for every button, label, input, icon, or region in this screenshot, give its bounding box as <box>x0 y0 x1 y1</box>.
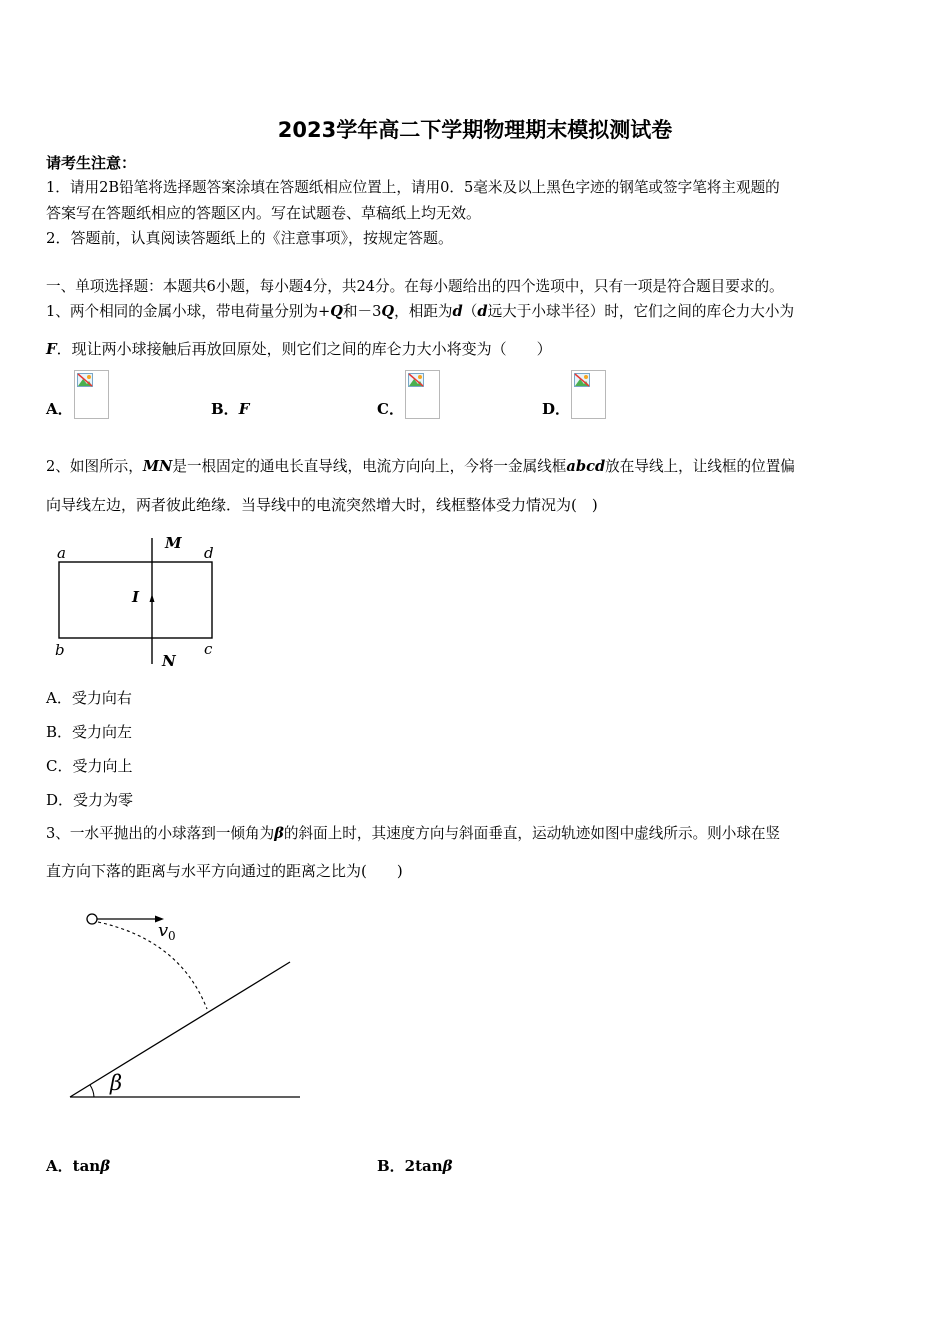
broken-image-icon <box>77 373 93 387</box>
q1-text-f: 远大于小球半径）时，它们之间的库仑力大小为 <box>487 303 795 320</box>
q1-option-c-image <box>405 370 440 419</box>
q2-option-a: A．受力向右 <box>46 689 132 707</box>
q1-var-d: d <box>452 303 463 320</box>
q1-option-b <box>211 398 249 419</box>
q2-option-c: C．受力向上 <box>46 757 133 775</box>
q3-option-a-text: A．tan <box>46 1157 101 1175</box>
incline-line <box>70 962 290 1097</box>
q1-line2 <box>46 339 552 359</box>
label-v: v <box>158 920 169 941</box>
q1-line1 <box>46 302 794 322</box>
page-title: 2023学年高二下学期物理期末模拟测试卷 <box>277 118 673 142</box>
q1-text-e: （ <box>462 303 478 320</box>
q3-option-b <box>377 1155 453 1176</box>
broken-image-icon <box>408 373 424 387</box>
label-a: a <box>57 544 66 562</box>
trajectory-dashed <box>98 922 207 1009</box>
ball <box>87 914 97 924</box>
label-n: N <box>162 652 176 670</box>
q2-line1 <box>46 457 795 477</box>
q2-text-c: 放在导线上，让线框的位置偏 <box>605 458 795 475</box>
current-arrow-icon <box>150 594 155 602</box>
q2-text-b: 是一根固定的通电长直导线，电流方向向上，今将一金属线框 <box>172 458 567 475</box>
label-v-sub: 0 <box>168 929 176 943</box>
q3-line2: 直方向下落的距离与水平方向通过的距离之比为( ) <box>46 862 403 880</box>
q3-option-b-text: B．2tan <box>377 1157 443 1175</box>
angle-arc <box>90 1085 94 1097</box>
q1-text-b: 和－3 <box>342 303 382 320</box>
q3-line1 <box>46 824 780 844</box>
q2-figure-wire-frame <box>50 530 230 670</box>
q1-option-a-label: A． <box>46 400 73 418</box>
label-b: b <box>55 641 65 659</box>
q1-option-c-label: C． <box>377 400 404 418</box>
q1-option-a-image <box>74 370 109 419</box>
q2-line2: 向导线左边，两者彼此绝缘．当导线中的电流突然增大时，线框整体受力情况为( ) <box>46 496 598 514</box>
notice-item2: 2．答题前，认真阅读答题纸上的《注意事项》，按规定答题。 <box>46 229 454 247</box>
broken-image-icon <box>574 373 590 387</box>
q3-option-a <box>46 1155 110 1176</box>
q2-var-mn: MN <box>142 458 173 475</box>
q3-option-b-beta: β <box>442 1157 453 1175</box>
q1-option-d-image <box>571 370 606 419</box>
q1-text-rest: ．现让两小球接触后再放回原处，则它们之间的库仑力大小将变为（ ） <box>56 340 552 358</box>
q2-option-d: D．受力为零 <box>46 791 134 809</box>
q3-figure-projectile-incline <box>60 900 310 1105</box>
q1-var-d2: d <box>477 303 488 320</box>
q1-option-b-value: F <box>238 400 250 418</box>
label-d: d <box>204 544 214 562</box>
q3-var-beta: β <box>274 825 284 842</box>
q1-option-d-label: D． <box>542 400 571 418</box>
q1-var-q2: Q <box>381 303 395 320</box>
section1-heading: 一、单项选择题：本题共6小题，每小题4分，共24分。在每小题给出的四个选项中，只有一项是符合题目要求的。 <box>46 278 784 295</box>
notice-item1-line1: 1．请用2B铅笔将选择题答案涂填在答题纸相应位置上，请用0．5毫米及以上黑色字迹的钢笔或签字笔将主观题的 <box>46 179 780 196</box>
q1-text-c: ，相距为 <box>394 303 453 320</box>
notice-item1-line2: 答案写在答题纸相应的答题区内。写在试题卷、草稿纸上均无效。 <box>46 204 482 222</box>
label-m: M <box>165 534 182 552</box>
q3-option-a-beta: β <box>100 1157 111 1175</box>
notice-heading: 请考生注意： <box>46 154 137 172</box>
q2-option-b: B．受力向左 <box>46 723 133 741</box>
q1-option-b-label: B． <box>211 400 239 418</box>
label-c: c <box>204 640 213 658</box>
q3-text-a: 3、一水平抛出的小球落到一倾角为 <box>46 825 275 842</box>
q1-var-f: F <box>46 340 57 358</box>
q2-var-abcd: abcd <box>566 458 606 475</box>
q1-var-q: Q <box>330 303 343 320</box>
q1-text-a: 1、两个相同的金属小球，带电荷量分别为+ <box>46 303 331 320</box>
label-beta: β <box>110 1071 123 1095</box>
q2-text-a: 2、如图所示， <box>46 458 143 475</box>
label-i: I <box>132 588 140 606</box>
q3-text-b: 的斜面上时，其速度方向与斜面垂直，运动轨迹如图中虚线所示。则小球在竖 <box>283 825 781 842</box>
